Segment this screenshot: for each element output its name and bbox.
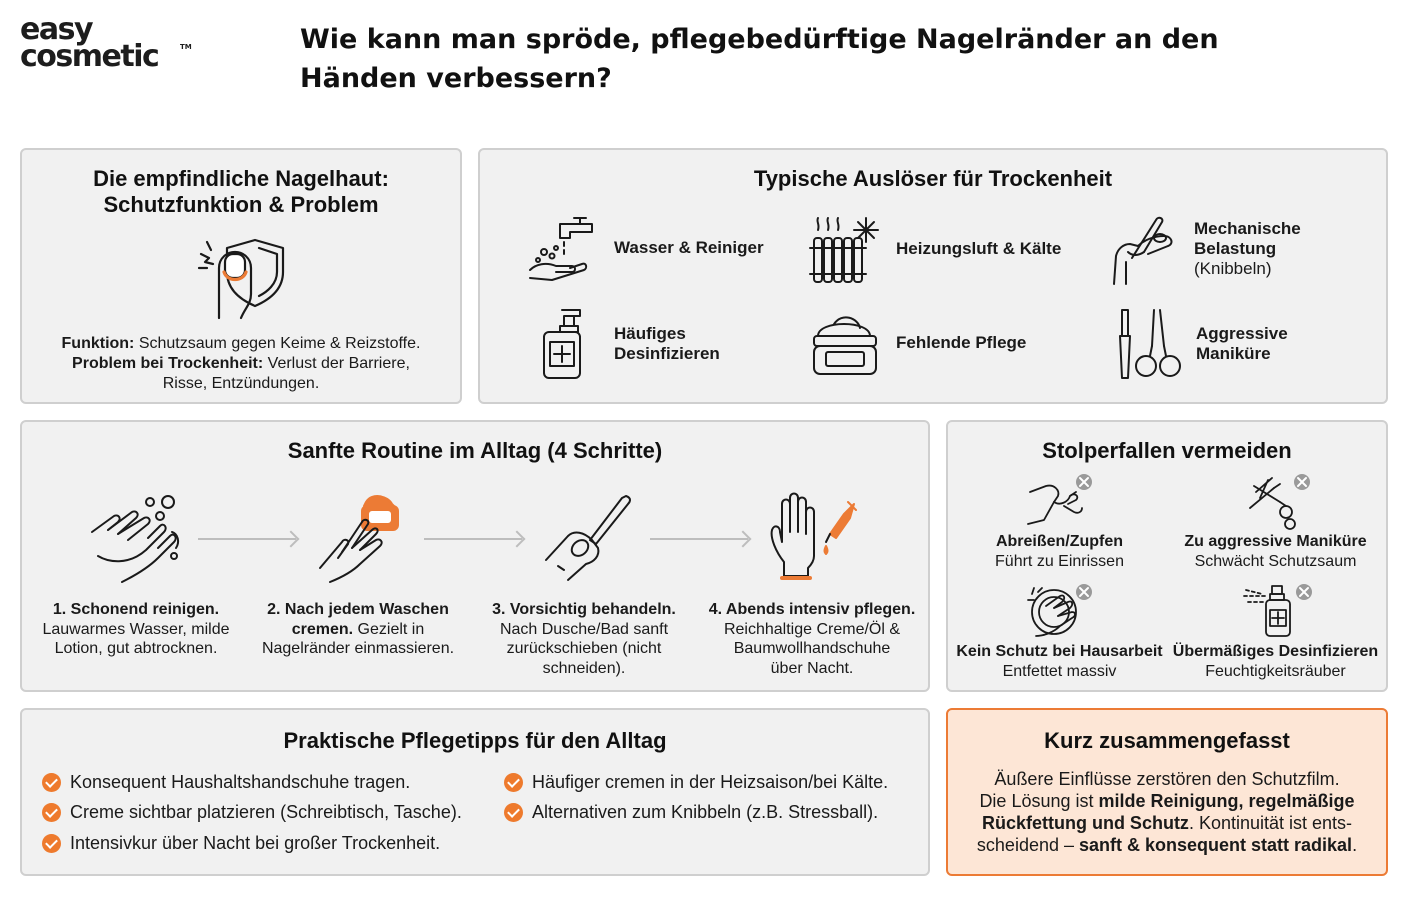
pitfall-title: Kein Schutz bei Hausarbeit	[956, 643, 1163, 660]
check-icon	[42, 803, 61, 822]
tip-text: Intensivkur über Nacht bei großer Trockenheit.	[70, 833, 441, 853]
dryness-triggers-panel	[478, 148, 1388, 404]
faucet-water-icon	[526, 212, 600, 284]
logo-line-2: cosmetic	[20, 39, 159, 74]
problem-label: Problem bei Trockenheit:	[72, 355, 264, 372]
disinfectant-bottle-icon	[536, 306, 600, 382]
pitfall-item	[952, 642, 1167, 682]
scissors-icon	[1244, 472, 1324, 530]
step-line: Gezielt in	[353, 620, 425, 638]
pitfall-subtitle: Feuchtigkeitsräuber	[1205, 663, 1346, 680]
page-title: Wie kann man spröde, pflegebedürftige Nagelränder an den Händen verbessern?	[300, 24, 1219, 94]
cream-jar-icon	[808, 308, 882, 378]
trigger-label: Heizungsluft & Kälte	[896, 239, 1062, 258]
panel-title-line-2: Schutzfunktion & Problem	[103, 192, 379, 217]
glove-dropper-icon	[764, 492, 864, 586]
trigger-label-main: Mechanische Belastung	[1194, 219, 1301, 258]
trigger-item	[1108, 212, 1386, 286]
step-arrow-3	[650, 538, 748, 540]
trigger-label-main: Aggressive	[1196, 324, 1288, 343]
tip-item	[504, 802, 878, 823]
trigger-label-sub: Desinfizieren	[614, 344, 720, 363]
check-icon	[42, 773, 61, 792]
tearing-cuticle-icon	[1024, 472, 1104, 530]
cuticle-pusher-icon	[540, 492, 636, 586]
step-arrow-1	[198, 538, 296, 540]
pitfall-item	[1168, 642, 1383, 682]
step-arrow-2	[424, 538, 522, 540]
summary-fragment: . Kontinuität ist ents-	[1188, 813, 1353, 833]
tip-text: Creme sichtbar platzieren (Schreibtisch, Tasche).	[70, 802, 462, 822]
routine-step	[248, 600, 468, 659]
routine-steps-panel	[20, 420, 930, 692]
trigger-label: Fehlende Pflege	[896, 333, 1027, 352]
routine-step	[702, 600, 922, 678]
step-title-cont: cremen.	[291, 620, 354, 638]
function-label: Funktion:	[61, 335, 135, 352]
care-tips-panel	[20, 708, 930, 876]
check-icon	[42, 834, 61, 853]
summary-panel	[946, 708, 1388, 876]
trigger-item	[536, 306, 720, 382]
trigger-label-sub: Maniküre	[1196, 344, 1271, 363]
tip-text: Häufiger cremen in der Heizsaison/bei Kälte.	[532, 772, 889, 792]
panel-title-line-1: Die empfindliche Nagelhaut:	[93, 166, 389, 191]
pitfall-subtitle: Führt zu Einrissen	[995, 553, 1124, 570]
step-line: schneiden).	[542, 659, 626, 677]
step-line: Nach Dusche/Bad sanft	[499, 620, 669, 638]
picking-fingers-icon	[1108, 212, 1180, 286]
trigger-label	[1194, 219, 1386, 279]
trigger-label-sub: (Knibbeln)	[1194, 259, 1272, 278]
step-line: Lauwarmes Wasser, milde	[42, 620, 230, 638]
step-line: Lotion, gut abtrocknen.	[54, 640, 218, 657]
step-title: 3. Vorsichtig behandeln.	[492, 601, 676, 618]
summary-line: Äußere Einflüsse zerstören den Schutzfilm.	[994, 769, 1340, 789]
panel-title: Praktische Pflegetipps für den Alltag	[283, 728, 667, 753]
summary-fragment: scheidend –	[976, 835, 1079, 855]
pitfall-item	[1168, 532, 1383, 572]
pitfall-item	[952, 532, 1167, 572]
pitfall-title: Zu aggressive Maniküre	[1184, 533, 1367, 550]
step-title: 1. Schonend reinigen.	[52, 601, 220, 618]
brand-logo	[20, 12, 192, 74]
trigger-item	[526, 212, 764, 284]
tip-item	[42, 833, 440, 854]
pitfall-title: Übermäßiges Desinfizieren	[1172, 643, 1379, 660]
routine-step	[26, 600, 246, 659]
finger-shield-icon	[197, 234, 289, 320]
trigger-label	[1196, 324, 1288, 364]
step-title: 4. Abends intensiv pflegen.	[708, 601, 916, 618]
summary-bold: milde Reinigung, regelmäßige	[1098, 791, 1355, 811]
spray-bottle-icon	[1242, 580, 1322, 640]
radiator-snowflake-icon	[808, 212, 882, 286]
panel-title: Kurz zusammengefasst	[1044, 728, 1290, 753]
step-title: 2. Nach jedem Waschen	[267, 601, 449, 618]
logo-line-1: easy	[20, 12, 93, 47]
panel-title: Sanfte Routine im Alltag (4 Schritte)	[287, 438, 663, 463]
step-line: Reichhaltige Creme/Öl &	[723, 620, 901, 638]
step-line: Baumwollhandschuhe	[733, 640, 891, 657]
function-text: Schutzsaum gegen Keime & Reizstoffe.	[134, 335, 421, 352]
summary-fragment: .	[1352, 835, 1358, 855]
problem-text: Verlust der Barriere,	[263, 355, 410, 372]
problem-text-2: Risse, Entzündungen.	[162, 375, 320, 392]
dishwashing-icon	[1024, 580, 1104, 640]
check-icon	[504, 773, 523, 792]
check-icon	[504, 803, 523, 822]
trigger-item	[808, 212, 1061, 286]
pitfall-title: Abreißen/Zupfen	[995, 533, 1124, 550]
trigger-label-main: Häufiges	[614, 324, 686, 343]
step-line: Nagelränder einmassieren.	[261, 640, 455, 657]
washing-hands-icon	[88, 492, 184, 586]
summary-bold: sanft & konsequent statt radikal	[1079, 835, 1353, 855]
tip-item	[504, 772, 888, 793]
tip-text: Alternativen zum Knibbeln (z.B. Stressball).	[532, 802, 879, 822]
panel-title: Stolperfallen vermeiden	[1042, 438, 1292, 463]
summary-text	[958, 768, 1376, 856]
cuticle-description	[30, 334, 452, 394]
trigger-label	[614, 324, 720, 364]
pitfalls-panel	[946, 420, 1388, 692]
cuticle-function-panel	[20, 148, 462, 404]
manicure-tools-icon	[1112, 306, 1182, 382]
tip-text: Konsequent Haushaltshandschuhe tragen.	[70, 772, 411, 792]
trigger-item	[808, 308, 1026, 378]
summary-bold: Rückfettung und Schutz	[981, 813, 1189, 833]
panel-title	[22, 166, 460, 218]
tip-item	[42, 802, 462, 823]
trigger-item	[1112, 306, 1288, 382]
tip-item	[42, 772, 410, 793]
pitfall-subtitle: Schwächt Schutzsaum	[1194, 553, 1357, 570]
summary-fragment: Die Lösung ist	[979, 791, 1099, 811]
step-line: zurückschieben (nicht	[506, 640, 662, 657]
trigger-label: Wasser & Reiniger	[614, 238, 764, 257]
logo-trademark: TM	[180, 43, 192, 51]
panel-title: Typische Auslöser für Trockenheit	[753, 166, 1113, 191]
pitfall-subtitle: Entfettet massiv	[1002, 663, 1117, 680]
step-line: über Nacht.	[770, 659, 854, 677]
routine-step	[474, 600, 694, 678]
hand-cream-icon	[314, 492, 410, 586]
